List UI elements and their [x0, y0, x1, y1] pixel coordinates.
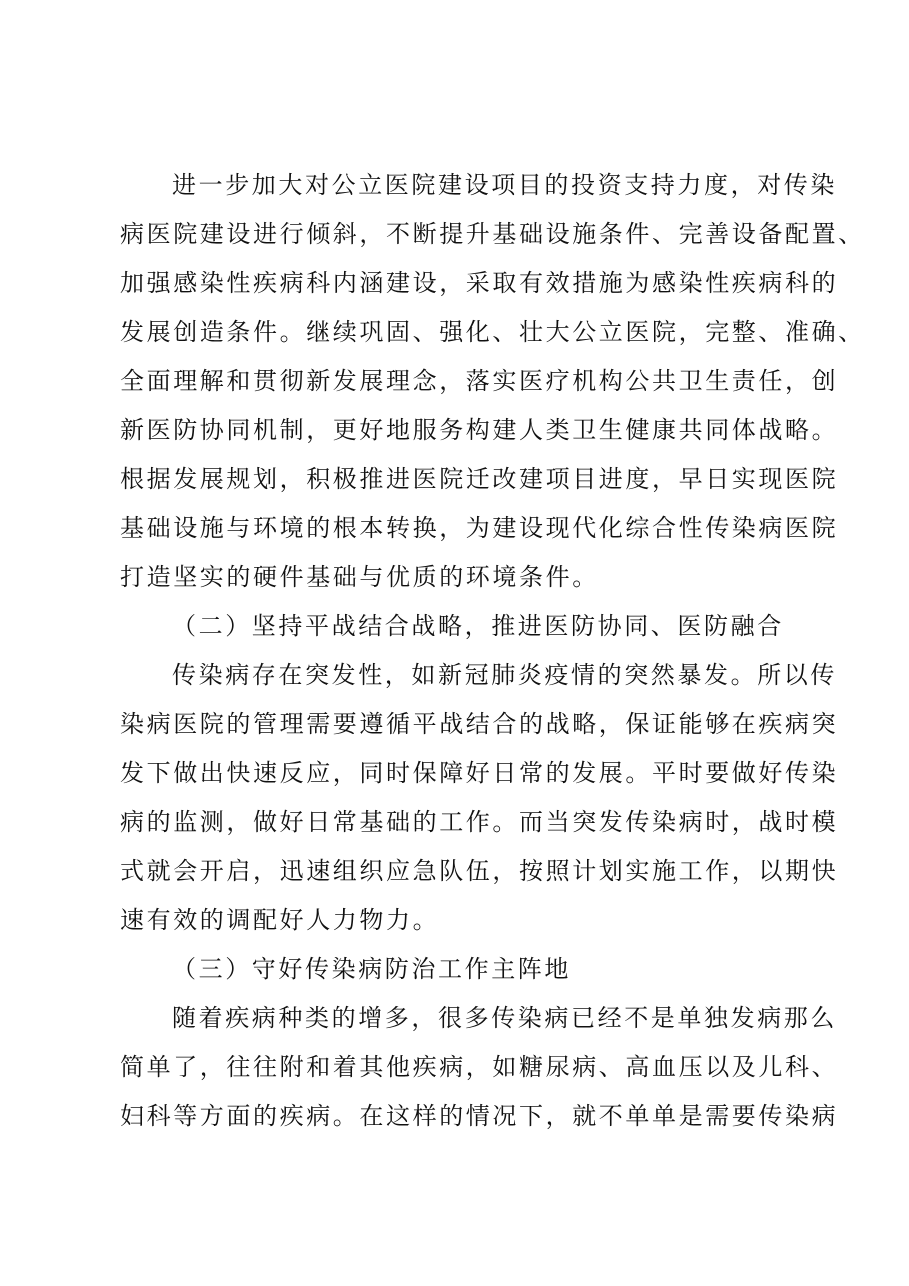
- paragraph-line: 打造坚实的硬件基础与优质的环境条件。: [120, 563, 599, 591]
- paragraph-line: 病医院建设进行倾斜，不断提升基础设施条件、完善设备配置、: [120, 220, 865, 248]
- paragraph-line: 速有效的调配好人力物力。: [120, 906, 440, 934]
- paragraph-line: 病的监测，做好日常基础的工作。而当突发传染病时，战时模: [120, 808, 839, 836]
- paragraph-line: 简单了，往往附和着其他疾病，如糖尿病、高血压以及儿科、: [120, 1053, 839, 1081]
- paragraph-line: 根据发展规划，积极推进医院迁改建项目进度，早日实现医院: [120, 465, 839, 493]
- paragraph-line: 传染病存在突发性，如新冠肺炎疫情的突然暴发。所以传: [172, 661, 837, 689]
- paragraph-line: 进一步加大对公立医院建设项目的投资支持力度，对传染: [172, 171, 837, 199]
- paragraph-line: 新医防协同机制，更好地服务构建人类卫生健康共同体战略。: [120, 416, 839, 444]
- paragraph-line: 式就会开启，迅速组织应急队伍，按照计划实施工作，以期快: [120, 857, 839, 885]
- section-heading: （二）坚持平战结合战略，推进医防协同、医防融合: [172, 612, 784, 640]
- paragraph-line: 发下做出快速反应，同时保障好日常的发展。平时要做好传染: [120, 759, 839, 787]
- paragraph-line: 基础设施与环境的根本转换，为建设现代化综合性传染病医院: [120, 514, 839, 542]
- paragraph-line: 染病医院的管理需要遵循平战结合的战略，保证能够在疾病突: [120, 710, 839, 738]
- paragraph-line: 发展创造条件。继续巩固、强化、壮大公立医院，完整、准确、: [120, 318, 865, 346]
- paragraph-line: 全面理解和贯彻新发展理念，落实医疗机构公共卫生责任，创: [120, 367, 839, 395]
- section-heading: （三）守好传染病防治工作主阵地: [172, 955, 571, 983]
- paragraph-line: 加强感染性疾病科内涵建设，采取有效措施为感染性疾病科的: [120, 269, 839, 297]
- paragraph-line: 随着疾病种类的增多，很多传染病已经不是单独发病那么: [172, 1004, 837, 1032]
- paragraph-line: 妇科等方面的疾病。在这样的情况下，就不单单是需要传染病: [120, 1102, 839, 1130]
